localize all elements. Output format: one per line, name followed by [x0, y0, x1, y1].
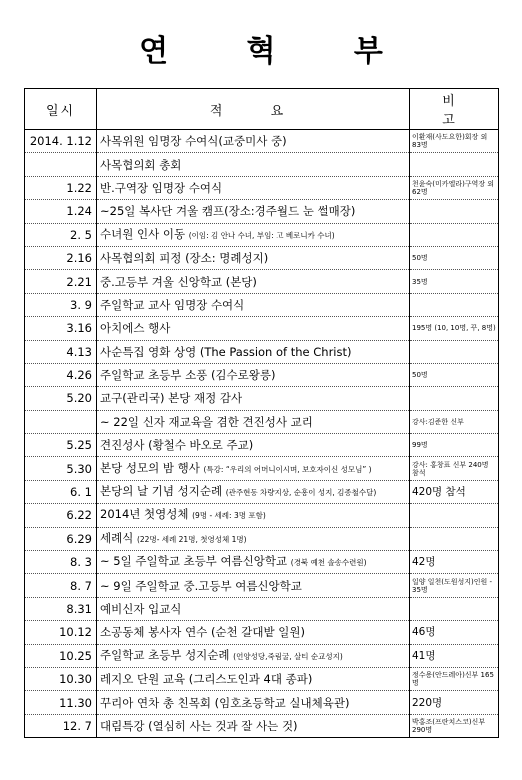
table-row	[25, 387, 499, 410]
row-text-main: 수녀원 인사 이동	[100, 226, 186, 241]
row-date: 4.26	[25, 363, 97, 386]
row-text	[97, 621, 410, 644]
row-text	[97, 597, 410, 620]
row-text	[97, 317, 410, 340]
row-date	[25, 153, 97, 176]
table-row	[25, 504, 499, 527]
row-text-main: 본당 성모의 밤 행사	[100, 460, 200, 475]
row-text	[97, 246, 410, 269]
row-text	[97, 644, 410, 667]
row-text	[97, 480, 410, 503]
row-text-main: 교구(관리국) 본당 재정 감사	[100, 391, 243, 406]
row-note: 강사: 홍창표 신부 240명 참석	[410, 457, 499, 480]
row-note: 천윤숙(미카엘라)구역장 외 62명	[410, 176, 499, 199]
row-date: 6.29	[25, 527, 97, 550]
table-row	[25, 714, 499, 737]
row-note	[410, 340, 499, 363]
row-date: 2.21	[25, 270, 97, 293]
row-date: 1.22	[25, 176, 97, 199]
row-note: 일양 일천(도원성지)인원 - 35명	[410, 574, 499, 597]
row-note: 정수용(안드레아)신부 165명	[410, 667, 499, 690]
table-header-row	[25, 89, 499, 130]
row-text	[97, 293, 410, 316]
row-text	[97, 504, 410, 527]
row-note	[410, 200, 499, 223]
row-date: 12. 7	[25, 714, 97, 737]
row-text-detail: (특강: “우리의 어머니이시며, 보호자이신 성모님” )	[203, 464, 372, 474]
row-text	[97, 130, 410, 153]
table-row	[25, 130, 499, 153]
table-row	[25, 270, 499, 293]
row-text-main: 세례식	[100, 530, 134, 545]
row-date: 1.24	[25, 200, 97, 223]
table-row	[25, 480, 499, 503]
row-text-detail: (관주현동 차량지상, 순흥이 성지, 김종철수달)	[225, 488, 377, 498]
table-row	[25, 551, 499, 574]
table-row	[25, 621, 499, 644]
row-text-main: ~ 9일 주일학교 중.고등부 여름신앙학교	[100, 578, 302, 593]
row-date	[25, 410, 97, 433]
row-date: 8. 7	[25, 574, 97, 597]
row-note: 강사:김준한 신부	[410, 410, 499, 433]
row-text-main: 주일학교 교사 임명장 수여식	[100, 297, 245, 312]
row-text-main: 소공동체 봉사자 연수 (순천 갈대밭 일원)	[100, 625, 305, 640]
row-note: 220명	[410, 691, 499, 714]
row-text	[97, 574, 410, 597]
row-text-main: 사목위원 임명장 수여식(교중미사 중)	[100, 134, 287, 149]
row-date: 10.25	[25, 644, 97, 667]
row-text	[97, 153, 410, 176]
row-text-detail: (언양성당,죽림굴, 살티 순교성지)	[233, 651, 343, 661]
row-date: 3.16	[25, 317, 97, 340]
row-text	[97, 223, 410, 246]
row-text	[97, 434, 410, 457]
row-text-main: 반.구역장 임명장 수여식	[100, 180, 223, 195]
table-row	[25, 363, 499, 386]
row-text-main: 주일학교 초등부 성지순례	[100, 647, 230, 662]
table-row	[25, 410, 499, 433]
table-row	[25, 691, 499, 714]
row-text-main: 사순특집 영화 상영 (The Passion of the Christ)	[100, 344, 352, 359]
row-text-detail: (9명 - 세례: 3명 포함)	[192, 511, 266, 521]
row-text-main: 레지오 단원 교육 (그리스도인과 4대 종파)	[100, 672, 313, 687]
row-text-main: 사목협의회 피정 (장소: 명례성지)	[100, 251, 269, 266]
row-date: 8. 3	[25, 551, 97, 574]
row-text	[97, 200, 410, 223]
row-text-main: 대림특강 (열심히 사는 것과 잘 사는 것)	[100, 718, 298, 733]
row-note	[410, 293, 499, 316]
row-date: 11.30	[25, 691, 97, 714]
row-note: 420명 참석	[410, 480, 499, 503]
row-note	[410, 527, 499, 550]
row-note: 35명	[410, 270, 499, 293]
row-date: 5.30	[25, 457, 97, 480]
row-text-main: ~25일 복사단 겨울 캠프(장소:경주월드 눈 썰매장)	[100, 204, 356, 219]
row-note: 50명	[410, 246, 499, 269]
row-note	[410, 504, 499, 527]
row-date: 2014. 1.12	[25, 130, 97, 153]
table-row	[25, 317, 499, 340]
row-text	[97, 691, 410, 714]
row-text	[97, 340, 410, 363]
table-row	[25, 434, 499, 457]
row-text	[97, 457, 410, 480]
row-text-detail: (22명- 세례 21명, 첫영성체 1명)	[136, 534, 247, 544]
row-note: 이환재(사도요한)회장 외 83명	[410, 130, 499, 153]
row-text-main: 2014년 첫영성체	[100, 507, 189, 522]
row-text	[97, 714, 410, 737]
row-text-detail: (경북 예천 솔송수련원)	[290, 558, 367, 568]
table-row	[25, 246, 499, 269]
table-row	[25, 527, 499, 550]
row-date: 6. 1	[25, 480, 97, 503]
row-note: 41명	[410, 644, 499, 667]
row-text-main: 주일학교 초등부 소풍 (김수로왕릉)	[100, 368, 276, 383]
row-text	[97, 270, 410, 293]
table-row	[25, 340, 499, 363]
table-row	[25, 644, 499, 667]
table-row	[25, 153, 499, 176]
table-row	[25, 574, 499, 597]
row-text	[97, 667, 410, 690]
page-title: 연 혁 부	[139, 34, 417, 69]
row-text-main: 견진성사 (황철수 바오로 주교)	[100, 438, 254, 453]
row-text-main: ~ 5일 주일학교 초등부 여름신앙학교	[100, 554, 288, 569]
header-memo: 적 요	[97, 89, 410, 130]
row-date: 2. 5	[25, 223, 97, 246]
row-date: 5.20	[25, 387, 97, 410]
row-text	[97, 527, 410, 550]
row-text-main: 아치에스 행사	[100, 321, 171, 336]
row-text-main: 예비신자 입교식	[100, 602, 182, 616]
history-table	[24, 88, 499, 738]
row-text-main: 본당의 날 기념 성지순례	[100, 484, 223, 499]
row-note: 195명 (10, 10명, 꾸, 8명)	[410, 317, 499, 340]
row-text-main: 꾸리아 연차 총 친목회 (임호초등학교 실내체육관)	[100, 695, 350, 710]
header-note: 비 고	[410, 89, 499, 130]
row-date: 10.12	[25, 621, 97, 644]
row-note: 46명	[410, 621, 499, 644]
row-text-main: 사목협의회 총회	[100, 157, 182, 172]
row-note	[410, 387, 499, 410]
row-note: 50명	[410, 363, 499, 386]
row-text	[97, 551, 410, 574]
table-row	[25, 200, 499, 223]
row-note: 42명	[410, 551, 499, 574]
row-text	[97, 410, 410, 433]
table-row	[25, 176, 499, 199]
row-date: 4.13	[25, 340, 97, 363]
table-row	[25, 223, 499, 246]
table-row	[25, 667, 499, 690]
row-text-detail: (이임: 김 안나 수녀, 부임: 고 베로니카 수녀)	[188, 230, 335, 240]
table-row	[25, 457, 499, 480]
row-text	[97, 387, 410, 410]
row-note	[410, 153, 499, 176]
header-date: 일시	[25, 89, 97, 130]
row-date: 5.25	[25, 434, 97, 457]
row-text-main: ~ 22일 신자 재교육을 겸한 견진성사 교리	[100, 414, 313, 429]
row-date: 6.22	[25, 504, 97, 527]
row-date: 8.31	[25, 597, 97, 620]
table-row	[25, 293, 499, 316]
row-date: 3. 9	[25, 293, 97, 316]
row-text	[97, 176, 410, 199]
row-note	[410, 597, 499, 620]
row-note	[410, 223, 499, 246]
row-date: 10.30	[25, 667, 97, 690]
table-row	[25, 597, 499, 620]
row-date: 2.16	[25, 246, 97, 269]
row-note: 박홍조(프란치스코)신부 290명	[410, 714, 499, 737]
row-note: 99명	[410, 434, 499, 457]
row-text	[97, 363, 410, 386]
row-text-main: 중.고등부 겨울 신앙학교 (본당)	[100, 274, 257, 289]
